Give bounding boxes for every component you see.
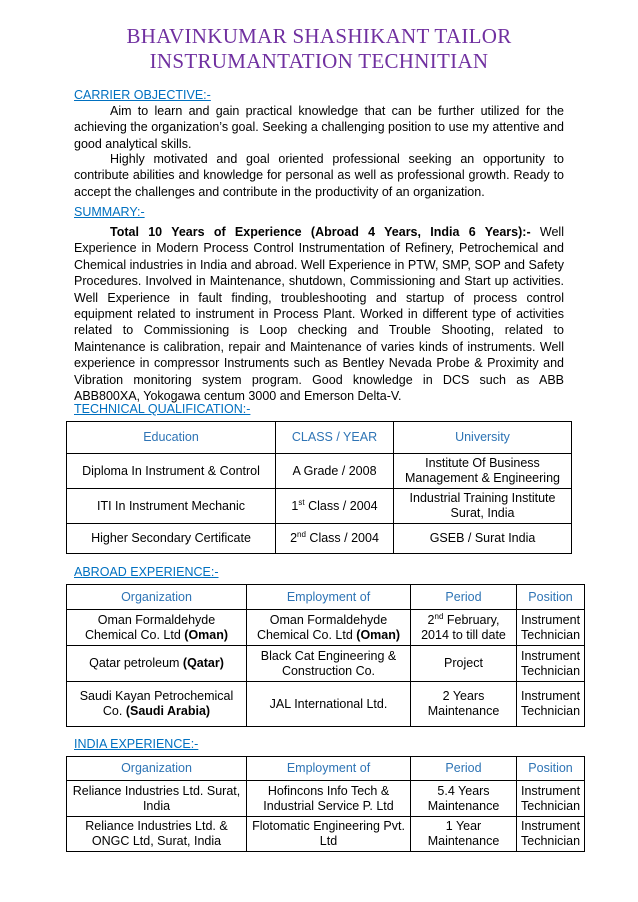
- table-cell: Instrument Technician: [517, 682, 585, 727]
- summary-body: Well Experience in Modern Process Control Instrumentation of Refinery, Petrochemical and Chemical industries in India and abroad. Well Experience in PTW, SMP, SOP and Safety Procedures. Involved in Maintenance, shutdown, Commissioning and Start up activities. Well Experience in fault finding, troubleshooting and startup of process control equipment related to instrument in Process Plant. Worked in different type of activities related to Commissioning is Loop checking and Trouble Shooting, related to Maintenance is calibration, repair and Maintenance of varies kinds of instruments. Well experience in compressor Instruments such as Bentley Nevada Probe & Proximity and Vibration monitoring system program. Good knowledge in DCS such as ABB ABB800XA, Yokogawa centum 3000 and Emerson Delta-V.: [74, 225, 564, 404]
- table-cell: Institute Of Business Management & Engineering: [394, 454, 572, 489]
- table-cell: [276, 489, 394, 524]
- objective-paragraph-2: Highly motivated and goal oriented professional seeking an opportunity to contribute abilities and knowledge for personal as well as professional growth. Ready to accept the challenges and contribute in the productivity of an organization.: [74, 152, 564, 199]
- table-row: [67, 454, 572, 489]
- table-cell: Flotomatic Engineering Pvt. Ltd: [247, 817, 411, 852]
- table-row: [67, 489, 572, 524]
- table-cell: Instrument Technician: [517, 817, 585, 852]
- organization-name: Qatar petroleum: [89, 656, 183, 670]
- ordinal-number: 1: [291, 498, 299, 513]
- table-cell: Diploma In Instrument & Control: [67, 454, 276, 489]
- table-header-row: [67, 422, 572, 454]
- column-header: Period: [411, 585, 517, 610]
- abroad-table: [66, 584, 585, 727]
- class-year-text: Class / 2004: [304, 498, 378, 513]
- objective-paragraph-1: Aim to learn and gain practical knowledge that can be further utilized for the achieving the organization’s goal. Seeking a challenging position to use my attentive and good analytical skills.: [74, 104, 564, 151]
- organization-name: Oman Formaldehyde Chemical Co. Ltd: [84, 612, 216, 642]
- table-cell: ITI In Instrument Mechanic: [67, 489, 276, 524]
- column-header: CLASS / YEAR: [276, 422, 394, 454]
- class-year-text: Class / 2004: [305, 531, 379, 545]
- table-cell: [67, 610, 247, 646]
- column-header: Education: [67, 422, 276, 454]
- table-cell: GSEB / Surat India: [394, 524, 572, 554]
- technical-heading: TECHNICAL QUALIFICATION:-: [74, 402, 251, 416]
- table-cell: JAL International Ltd.: [247, 682, 411, 727]
- column-header: Position: [517, 585, 585, 610]
- employer-name: Oman Formaldehyde Chemical Co. Ltd: [256, 612, 388, 642]
- column-header: Period: [411, 757, 517, 781]
- india-table: [66, 756, 585, 852]
- technical-table: [66, 421, 572, 554]
- ordinal-number: 2: [290, 531, 298, 545]
- table-cell: [67, 682, 247, 727]
- table-cell: Instrument Technician: [517, 646, 585, 682]
- column-header: Organization: [67, 757, 247, 781]
- organization-name: Saudi Kayan Petrochemical Co.: [79, 689, 234, 718]
- column-header: University: [394, 422, 572, 454]
- job-title: INSTRUMANTATION TECHNITIAN: [149, 49, 489, 73]
- table-cell: Industrial Training Institute Surat, India: [394, 489, 572, 524]
- table-cell: Higher Secondary Certificate: [67, 524, 276, 554]
- column-header: Organization: [67, 585, 247, 610]
- table-cell: [67, 646, 247, 682]
- table-cell: [411, 610, 517, 646]
- table-row: [67, 817, 585, 852]
- objective-heading: CARRIER OBJECTIVE:-: [74, 88, 211, 102]
- table-header-row: [67, 585, 585, 610]
- column-header: Employment of: [247, 757, 411, 781]
- organization-country: (Qatar): [182, 656, 224, 670]
- table-cell: 1 Year Maintenance: [411, 817, 517, 852]
- table-cell: Instrument Technician: [517, 610, 585, 646]
- table-row: [67, 682, 585, 727]
- table-row: [67, 610, 585, 646]
- table-cell: Reliance Industries Ltd. & ONGC Ltd, Surat, India: [67, 817, 247, 852]
- table-cell: Instrument Technician: [517, 781, 585, 817]
- summary-heading: SUMMARY:-: [74, 205, 145, 219]
- table-cell: 2 Years Maintenance: [411, 682, 517, 727]
- ordinal-number: 2: [427, 612, 435, 627]
- ordinal-suffix: nd: [434, 611, 444, 621]
- table-row: [67, 781, 585, 817]
- employer-country: (Oman): [356, 627, 401, 642]
- organization-country: (Oman): [184, 627, 229, 642]
- organization-country: (Saudi Arabia): [125, 704, 211, 718]
- ordinal-suffix: nd: [297, 529, 306, 539]
- table-row: [67, 524, 572, 554]
- table-cell: [247, 610, 411, 646]
- column-header: Position: [517, 757, 585, 781]
- table-cell: Project: [411, 646, 517, 682]
- table-cell: [276, 524, 394, 554]
- ordinal-suffix: st: [298, 497, 305, 507]
- period-text: February, 2014 to till date: [421, 612, 506, 642]
- table-cell: 5.4 Years Maintenance: [411, 781, 517, 817]
- india-heading: INDIA EXPERIENCE:-: [74, 737, 199, 751]
- table-row: [67, 646, 585, 682]
- table-cell: Hofincons Info Tech & Industrial Service P. Ltd: [247, 781, 411, 817]
- candidate-name: BHAVINKUMAR SHASHIKANT TAILOR: [126, 24, 512, 48]
- summary-lead: Total 10 Years of Experience (Abroad 4 Years, India 6 Years):-: [110, 225, 531, 239]
- table-cell: Black Cat Engineering & Construction Co.: [247, 646, 411, 682]
- column-header: Employment of: [247, 585, 411, 610]
- table-cell: A Grade / 2008: [276, 454, 394, 489]
- table-header-row: [67, 757, 585, 781]
- table-cell: Reliance Industries Ltd. Surat, India: [67, 781, 247, 817]
- abroad-heading: ABROAD EXPERIENCE:-: [74, 565, 219, 579]
- summary-paragraph: [74, 224, 564, 404]
